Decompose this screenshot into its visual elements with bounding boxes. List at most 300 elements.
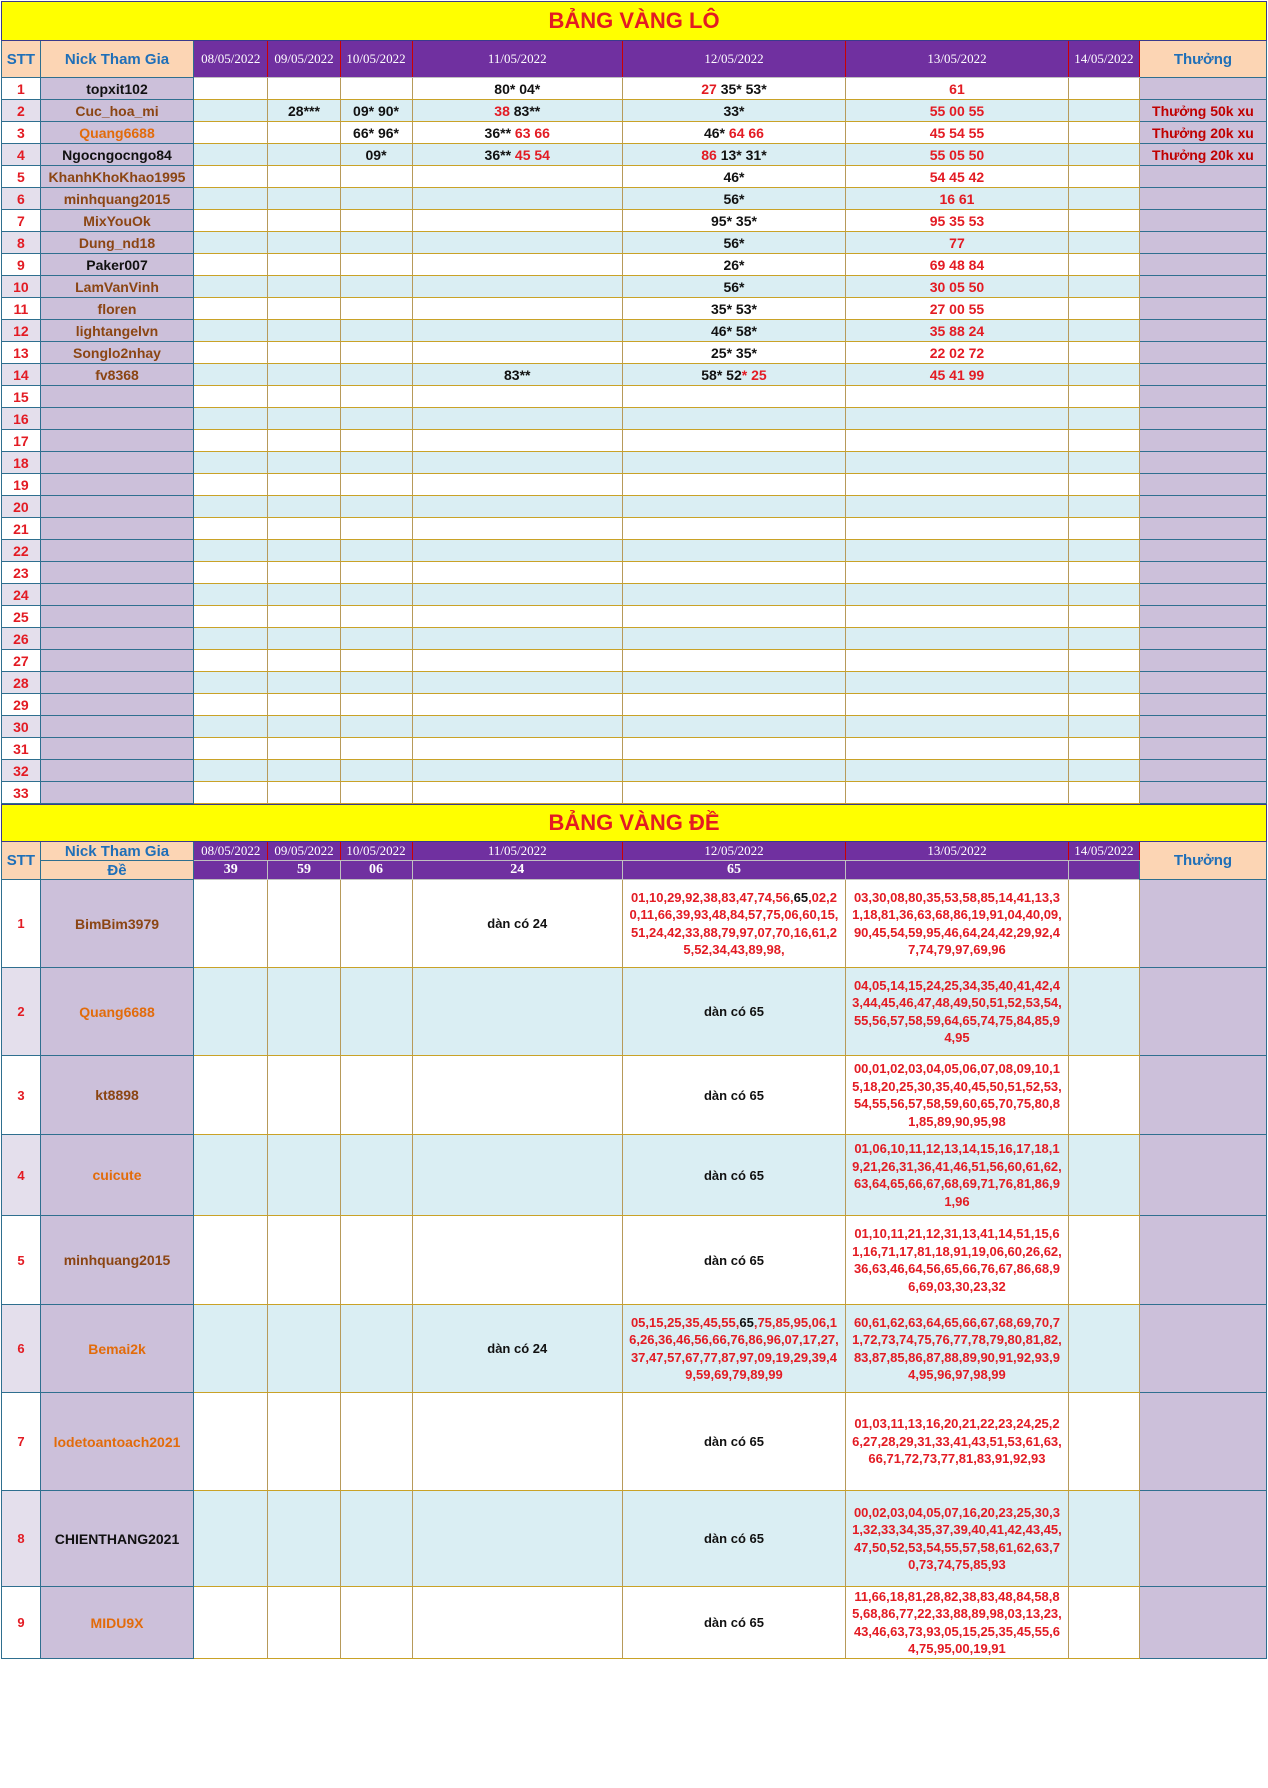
day-cell <box>1068 298 1139 320</box>
day-cell <box>412 650 622 672</box>
de-title: BẢNG VÀNG ĐỀ <box>2 805 1267 842</box>
day-cell <box>340 1216 412 1305</box>
day-cell <box>845 496 1068 518</box>
day-cell <box>622 968 845 1056</box>
lo-row <box>2 650 1267 672</box>
day-cell <box>268 364 340 386</box>
number-segment: dàn có 65 <box>703 1434 764 1449</box>
reward-cell <box>1139 320 1266 342</box>
reward-cell <box>1139 210 1266 232</box>
day-cell <box>1068 100 1139 122</box>
nick-name: MixYouOk <box>40 210 193 232</box>
day-cell <box>412 1491 622 1587</box>
lo-row <box>2 408 1267 430</box>
lo-row <box>2 210 1267 232</box>
number-segment: 56* <box>723 278 745 295</box>
de-header-nick: Nick Tham Gia <box>40 842 193 861</box>
nick-name: Bemai2k <box>40 1305 193 1393</box>
day-cell <box>1068 738 1139 760</box>
day-cell <box>268 254 340 276</box>
lo-row <box>2 144 1267 166</box>
lo-title: BẢNG VÀNG LÔ <box>2 2 1267 41</box>
day-cell <box>412 518 622 540</box>
nick-name <box>40 496 193 518</box>
day-cell: 27 00 55 <box>845 298 1068 320</box>
day-cell <box>340 210 412 232</box>
nick-name: cuicute <box>40 1135 193 1216</box>
number-segment: 26* <box>723 256 745 273</box>
number-segment: 45 54 <box>514 146 550 163</box>
lo-header-date: 11/05/2022 <box>412 41 622 78</box>
nick-name <box>40 628 193 650</box>
reward-cell <box>1139 584 1266 606</box>
row-stt: 15 <box>2 386 41 408</box>
day-cell <box>340 880 412 968</box>
number-segment: 46* 58* <box>711 322 757 339</box>
de-header-date: 13/05/2022 <box>845 842 1068 861</box>
day-cell <box>340 760 412 782</box>
lo-row <box>2 738 1267 760</box>
day-cell <box>194 880 268 968</box>
day-cell <box>340 188 412 210</box>
day-cell <box>268 1305 340 1393</box>
day-cell <box>622 694 845 716</box>
number-segment: 13* 31* <box>720 146 767 163</box>
row-stt: 29 <box>2 694 41 716</box>
day-cell <box>1068 452 1139 474</box>
day-cell <box>340 408 412 430</box>
number-segment: dàn có 65 <box>703 1531 764 1546</box>
day-cell <box>412 100 622 122</box>
day-cell <box>622 342 845 364</box>
day-cell <box>412 452 622 474</box>
day-cell <box>845 782 1068 804</box>
day-cell: 11,66,18,81,28,82,38,83,48,84,58,85,68,86,77,22,33,88,89,98,03,13,23,43,46,63,73,93,05,15,25,35,45,55,64,75,95,00,19,91 <box>845 1587 1068 1659</box>
reward-cell <box>1139 408 1266 430</box>
day-cell: 03,30,08,80,35,53,58,85,14,41,13,31,18,81,36,63,68,86,19,91,04,40,09,90,45,54,59,95,46,64,24,42,29,92,47,74,79,97,69,96 <box>845 880 1068 968</box>
day-cell <box>1068 672 1139 694</box>
day-cell <box>340 1393 412 1491</box>
day-cell <box>194 738 268 760</box>
lo-row <box>2 386 1267 408</box>
number-segment: 38 <box>494 102 514 119</box>
number-segment: 46* <box>723 168 745 185</box>
row-stt: 17 <box>2 430 41 452</box>
day-cell <box>1068 628 1139 650</box>
day-cell <box>622 760 845 782</box>
de-row <box>2 1305 1267 1393</box>
day-cell <box>412 672 622 694</box>
day-cell <box>1068 1056 1139 1135</box>
lo-row <box>2 100 1267 122</box>
day-cell <box>268 276 340 298</box>
day-cell <box>622 628 845 650</box>
nick-name: Dung_nd18 <box>40 232 193 254</box>
reward-cell <box>1139 760 1266 782</box>
de-header-stt: STT <box>2 842 41 880</box>
day-cell: dàn có 24 <box>412 1305 622 1393</box>
de-header-date: 10/05/2022 <box>340 842 412 861</box>
day-cell <box>412 474 622 496</box>
day-cell <box>845 562 1068 584</box>
number-segment: 01,10,29,92,38,83,47,74,56, <box>630 889 794 905</box>
row-stt: 4 <box>2 1135 41 1216</box>
day-cell: dàn có 24 <box>412 880 622 968</box>
day-cell: 04,05,14,15,24,25,34,35,40,41,42,43,44,45,46,47,48,49,50,51,52,53,54,55,56,57,58,59,64,65,74,75,84,85,94,95 <box>845 968 1068 1056</box>
nick-name <box>40 716 193 738</box>
nick-name: KhanhKhoKhao1995 <box>40 166 193 188</box>
row-stt: 16 <box>2 408 41 430</box>
row-stt: 2 <box>2 968 41 1056</box>
day-cell <box>268 628 340 650</box>
day-cell <box>1068 430 1139 452</box>
lo-header-date: 12/05/2022 <box>622 41 845 78</box>
row-stt: 8 <box>2 1491 41 1587</box>
reward-cell <box>1139 716 1266 738</box>
de-row <box>2 880 1267 968</box>
row-stt: 20 <box>2 496 41 518</box>
nick-name <box>40 650 193 672</box>
day-cell <box>622 276 845 298</box>
de-row <box>2 1587 1267 1659</box>
nick-name <box>40 606 193 628</box>
day-cell <box>622 1135 845 1216</box>
row-stt: 1 <box>2 78 41 100</box>
day-cell: 09* 90* <box>340 100 412 122</box>
day-cell <box>845 540 1068 562</box>
day-cell <box>845 628 1068 650</box>
reward-cell <box>1139 694 1266 716</box>
day-cell <box>1068 1393 1139 1491</box>
day-cell <box>194 716 268 738</box>
de-row <box>2 968 1267 1056</box>
day-cell <box>412 408 622 430</box>
day-cell <box>340 298 412 320</box>
lo-row <box>2 364 1267 386</box>
nick-name <box>40 540 193 562</box>
lo-table <box>1 1 1267 804</box>
lo-row <box>2 320 1267 342</box>
day-cell <box>412 606 622 628</box>
day-cell <box>412 430 622 452</box>
day-cell <box>1068 1216 1139 1305</box>
reward-cell: Thưởng 20k xu <box>1139 144 1266 166</box>
row-stt: 18 <box>2 452 41 474</box>
nick-name: CHIENTHANG2021 <box>40 1491 193 1587</box>
day-cell <box>1068 188 1139 210</box>
day-cell <box>412 1135 622 1216</box>
day-cell <box>412 1216 622 1305</box>
day-cell <box>622 474 845 496</box>
day-cell <box>1068 1135 1139 1216</box>
day-cell <box>845 386 1068 408</box>
day-cell <box>340 1305 412 1393</box>
row-stt: 26 <box>2 628 41 650</box>
day-cell <box>412 540 622 562</box>
day-cell <box>194 298 268 320</box>
lo-row <box>2 298 1267 320</box>
day-cell <box>622 78 845 100</box>
day-cell <box>1068 584 1139 606</box>
number-segment: ,75,85,95,06,16,26,36,46,56,66,76,86,96,07,17,27,37,47,57,67,77,87,97,09,19,29,39,49,59,69,79,89,99 <box>629 1314 839 1382</box>
day-cell <box>1068 78 1139 100</box>
day-cell <box>194 276 268 298</box>
day-cell <box>845 584 1068 606</box>
nick-name <box>40 738 193 760</box>
day-cell <box>340 320 412 342</box>
number-segment: 25* 35* <box>711 344 757 361</box>
day-cell <box>268 672 340 694</box>
day-cell <box>268 452 340 474</box>
de-header-date: 09/05/2022 <box>268 842 340 861</box>
day-cell: 66* 96* <box>340 122 412 144</box>
day-cell <box>845 694 1068 716</box>
day-cell <box>268 694 340 716</box>
day-cell <box>340 672 412 694</box>
reward-cell <box>1139 78 1266 100</box>
day-cell: 60,61,62,63,64,65,66,67,68,69,70,71,72,73,74,75,76,77,78,79,80,81,82,83,87,85,86,87,88,89,90,91,92,93,94,95,96,97,98,99 <box>845 1305 1068 1393</box>
day-cell <box>268 606 340 628</box>
lo-header-date: 13/05/2022 <box>845 41 1068 78</box>
row-stt: 6 <box>2 188 41 210</box>
number-segment: 27 <box>701 80 721 97</box>
nick-name <box>40 562 193 584</box>
day-cell <box>268 474 340 496</box>
day-cell <box>194 1393 268 1491</box>
day-cell <box>845 474 1068 496</box>
day-cell <box>268 166 340 188</box>
lo-header-date: 10/05/2022 <box>340 41 412 78</box>
day-cell <box>268 1491 340 1587</box>
day-cell <box>845 430 1068 452</box>
day-cell <box>268 540 340 562</box>
day-cell <box>1068 540 1139 562</box>
day-cell <box>194 1056 268 1135</box>
day-cell <box>412 496 622 518</box>
day-cell: 01,03,11,13,16,20,21,22,23,24,25,26,27,28,29,31,33,41,43,51,53,61,63,66,71,72,73,77,81,83,91,92,93 <box>845 1393 1068 1491</box>
de-row <box>2 1056 1267 1135</box>
day-cell <box>845 650 1068 672</box>
lo-row <box>2 606 1267 628</box>
row-stt: 9 <box>2 1587 41 1659</box>
day-cell <box>194 1305 268 1393</box>
day-cell <box>194 320 268 342</box>
day-cell <box>194 430 268 452</box>
de-row <box>2 1393 1267 1491</box>
day-cell <box>622 452 845 474</box>
number-segment: 65 <box>793 889 809 905</box>
reward-cell <box>1139 880 1266 968</box>
row-stt: 19 <box>2 474 41 496</box>
day-cell <box>340 606 412 628</box>
reward-cell <box>1139 232 1266 254</box>
day-cell <box>194 188 268 210</box>
lo-row <box>2 716 1267 738</box>
day-cell <box>194 100 268 122</box>
day-cell <box>340 782 412 804</box>
day-cell <box>268 188 340 210</box>
day-cell <box>622 122 845 144</box>
day-cell: 55 05 50 <box>845 144 1068 166</box>
day-cell <box>268 782 340 804</box>
nick-name <box>40 760 193 782</box>
day-cell <box>1068 650 1139 672</box>
number-segment: dàn có 65 <box>703 1252 764 1268</box>
day-cell <box>412 584 622 606</box>
de-header-date: 08/05/2022 <box>194 842 268 861</box>
nick-name <box>40 782 193 804</box>
nick-name <box>40 430 193 452</box>
row-stt: 14 <box>2 364 41 386</box>
day-cell <box>340 430 412 452</box>
day-cell <box>1068 276 1139 298</box>
nick-name: Quang6688 <box>40 122 193 144</box>
day-cell <box>1068 518 1139 540</box>
day-cell <box>1068 166 1139 188</box>
day-cell <box>412 78 622 100</box>
day-cell <box>845 672 1068 694</box>
day-cell <box>412 760 622 782</box>
row-stt: 33 <box>2 782 41 804</box>
day-cell <box>622 782 845 804</box>
row-stt: 24 <box>2 584 41 606</box>
day-cell <box>1068 1491 1139 1587</box>
nick-name: LamVanVinh <box>40 276 193 298</box>
day-cell <box>412 276 622 298</box>
day-cell <box>622 364 845 386</box>
day-cell <box>194 562 268 584</box>
day-cell <box>1068 232 1139 254</box>
number-segment: dàn có 65 <box>703 1167 764 1183</box>
day-cell <box>622 1056 845 1135</box>
number-segment: 05,15,25,35,45,55, <box>630 1314 740 1330</box>
day-cell <box>268 1056 340 1135</box>
lo-row <box>2 672 1267 694</box>
de-result <box>1068 861 1139 880</box>
de-result <box>845 861 1068 880</box>
day-cell <box>1068 254 1139 276</box>
number-segment: 63 66 <box>514 124 550 141</box>
de-row <box>2 1135 1267 1216</box>
day-cell <box>1068 1305 1139 1393</box>
day-cell <box>340 584 412 606</box>
day-cell <box>194 584 268 606</box>
day-cell <box>340 474 412 496</box>
day-cell <box>340 540 412 562</box>
day-cell <box>622 210 845 232</box>
day-cell <box>194 628 268 650</box>
day-cell <box>622 496 845 518</box>
day-cell <box>194 968 268 1056</box>
lo-row <box>2 78 1267 100</box>
day-cell <box>1068 968 1139 1056</box>
day-cell <box>268 1393 340 1491</box>
nick-name: BimBim3979 <box>40 880 193 968</box>
day-cell <box>622 562 845 584</box>
day-cell <box>194 694 268 716</box>
day-cell <box>268 298 340 320</box>
day-cell <box>340 254 412 276</box>
nick-name: Songlo2nhay <box>40 342 193 364</box>
row-stt: 10 <box>2 276 41 298</box>
nick-name: minhquang2015 <box>40 188 193 210</box>
day-cell <box>622 144 845 166</box>
lo-row <box>2 760 1267 782</box>
lo-row <box>2 342 1267 364</box>
day-cell <box>412 968 622 1056</box>
day-cell <box>268 738 340 760</box>
lo-row <box>2 584 1267 606</box>
day-cell: 45 41 99 <box>845 364 1068 386</box>
day-cell <box>1068 144 1139 166</box>
day-cell <box>412 1587 622 1659</box>
lo-row <box>2 628 1267 650</box>
day-cell <box>340 386 412 408</box>
day-cell <box>1068 474 1139 496</box>
day-cell <box>412 782 622 804</box>
number-segment: 36** <box>484 124 515 141</box>
lo-header-date: 14/05/2022 <box>1068 41 1139 78</box>
de-result: 59 <box>268 861 340 880</box>
day-cell <box>622 386 845 408</box>
number-segment: 36** <box>484 146 515 163</box>
day-cell <box>412 738 622 760</box>
day-cell <box>194 540 268 562</box>
day-cell <box>622 254 845 276</box>
day-cell <box>194 144 268 166</box>
row-stt: 8 <box>2 232 41 254</box>
day-cell <box>340 650 412 672</box>
nick-name <box>40 474 193 496</box>
number-segment: 35* 53* <box>720 80 767 97</box>
row-stt: 13 <box>2 342 41 364</box>
day-cell <box>622 408 845 430</box>
day-cell <box>412 1393 622 1491</box>
reward-cell <box>1139 364 1266 386</box>
day-cell <box>1068 606 1139 628</box>
day-cell <box>622 880 845 968</box>
day-cell <box>194 78 268 100</box>
day-cell <box>268 122 340 144</box>
day-cell <box>622 540 845 562</box>
day-cell <box>1068 880 1139 968</box>
row-stt: 25 <box>2 606 41 628</box>
day-cell <box>1068 496 1139 518</box>
number-segment: dàn có 65 <box>703 1004 764 1019</box>
lo-row <box>2 276 1267 298</box>
day-cell <box>412 320 622 342</box>
day-cell <box>845 716 1068 738</box>
nick-name: Ngocngocngo84 <box>40 144 193 166</box>
day-cell <box>1068 1587 1139 1659</box>
day-cell <box>622 716 845 738</box>
number-segment: 35* 53* <box>711 300 757 317</box>
lo-header-nick: Nick Tham Gia <box>40 41 193 78</box>
day-cell <box>194 408 268 430</box>
reward-cell <box>1139 474 1266 496</box>
day-cell <box>622 1393 845 1491</box>
reward-cell <box>1139 650 1266 672</box>
day-cell <box>194 1135 268 1216</box>
number-segment: * 25 <box>741 366 767 383</box>
lo-row <box>2 254 1267 276</box>
day-cell <box>340 232 412 254</box>
day-cell <box>412 694 622 716</box>
day-cell <box>340 738 412 760</box>
row-stt: 32 <box>2 760 41 782</box>
row-stt: 4 <box>2 144 41 166</box>
day-cell <box>268 1135 340 1216</box>
